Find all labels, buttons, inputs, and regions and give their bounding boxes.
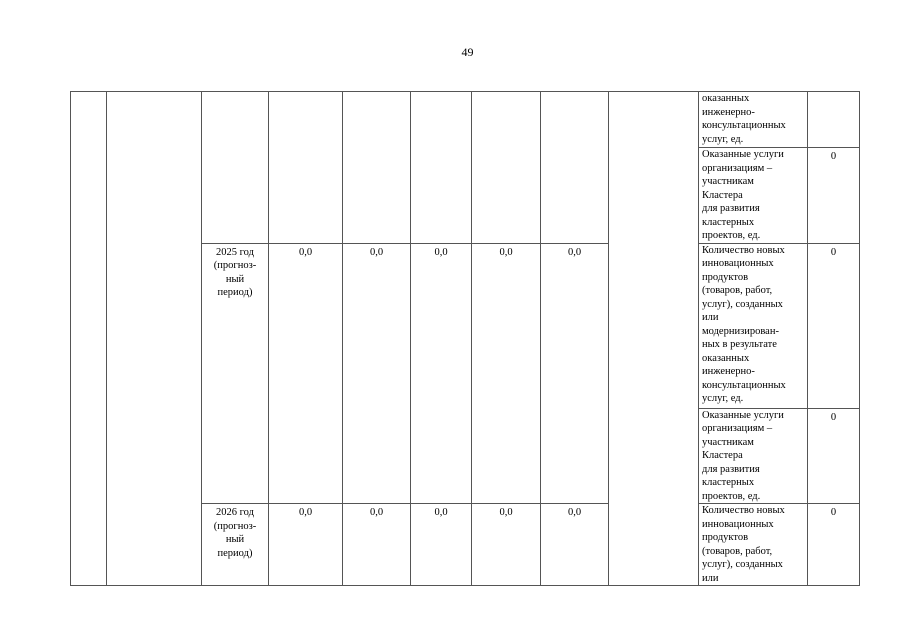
value-cell [343,504,411,586]
indicator-value: 0 [830,246,837,258]
year-label: (прогноз- [213,260,257,271]
value: 0,0 [298,246,313,258]
indicator-value-cell [808,408,860,504]
indicator-line: оказанных [702,93,750,104]
indicator-line: организациям – [702,162,773,174]
page-number: 49 [461,45,474,59]
year-label: (прогноз- [213,520,257,532]
indicator-line: инновационных [702,518,774,530]
indicator-line: модернизирован- [702,325,779,337]
value-cell [343,243,411,504]
indicator-cell [699,504,808,586]
indicator-value-cell [808,92,860,148]
indicator-line: (товаров, работ, [702,545,773,557]
indicator-line: услуг), созданных [702,298,783,310]
indicator-cell [699,408,808,504]
year-label: 2026 год [216,507,254,518]
indicator-line: продуктов [702,532,749,543]
indicator-line: участникам [702,176,754,187]
year-label: период) [217,547,253,559]
indicator-value-cell [808,148,860,244]
indicator-line: для развития [702,203,760,214]
value: 0,0 [567,507,582,518]
value: 0,0 [369,246,384,258]
indicator-line: Кластера [702,450,743,461]
value: 0,0 [499,246,513,258]
value-cell [472,243,541,504]
indicator-line: Количество новых [702,244,785,256]
indicator-line: услуг, ед. [702,133,744,145]
indicator-line: оказанных [702,352,750,364]
value-cell [411,243,472,504]
value-cell-prev [541,92,609,244]
value: 0,0 [298,507,313,518]
col-name-cell [107,92,202,586]
indicator-line: или [702,572,719,584]
value: 0,0 [567,246,582,258]
indicator-value: 0 [830,151,837,162]
indicator-line: Количество новых [702,505,785,516]
data-table [70,91,860,586]
year-cell-prev [202,92,269,244]
indicator-line: инженерно- [702,366,755,377]
indicator-line: проектов, ед. [702,230,761,241]
indicator-line: Кластера [702,189,743,201]
indicator-line: консультационных [702,120,786,131]
indicator-line: ных в результате [702,339,777,350]
indicator-line: инновационных [702,258,774,269]
year-label: ный [225,273,245,285]
indicator-cell [699,92,808,148]
indicator-value: 0 [830,411,837,423]
indicator-line: организациям – [702,423,773,434]
table-row [71,92,860,148]
year-cell-2025 [202,243,269,504]
year-label: 2025 год [216,246,254,258]
indicator-line: Оказанные услуги [702,409,784,421]
value-cell [541,243,609,504]
indicator-line: услуг, ед. [702,393,744,404]
col-executor-cell [609,92,699,586]
indicator-line: (товаров, работ, [702,285,773,296]
indicator-cell [699,148,808,244]
value-cell-prev [343,92,411,244]
value-cell [541,504,609,586]
indicator-line: инженерно- [702,106,755,118]
year-cell-2026 [202,504,269,586]
indicator-value-cell [808,243,860,408]
value-cell [269,243,343,504]
value-cell-prev [269,92,343,244]
value: 0,0 [369,507,384,518]
year-label: период) [217,287,253,298]
indicator-cell [699,243,808,408]
indicator-line: услуг), созданных [702,559,783,570]
indicator-line: кластерных [702,216,755,228]
value-cell [269,504,343,586]
value: 0,0 [434,507,448,518]
value-cell-prev [411,92,472,244]
indicator-line: или [702,312,719,323]
indicator-line: консультационных [702,379,786,391]
indicator-line: кластерных [702,477,755,488]
value: 0,0 [434,246,448,258]
indicator-value: 0 [830,507,837,518]
indicator-line: для развития [702,463,760,475]
value-cell [411,504,472,586]
indicator-line: участникам [702,436,754,448]
year-label: ный [225,534,245,545]
indicator-value-cell [808,504,860,586]
indicator-line: Оказанные услуги [702,149,784,160]
value-cell-prev [472,92,541,244]
indicator-line: проектов, ед. [702,490,761,502]
value: 0,0 [499,507,513,518]
col-number-cell [71,92,107,586]
value-cell [472,504,541,586]
indicator-line: продуктов [702,271,749,283]
